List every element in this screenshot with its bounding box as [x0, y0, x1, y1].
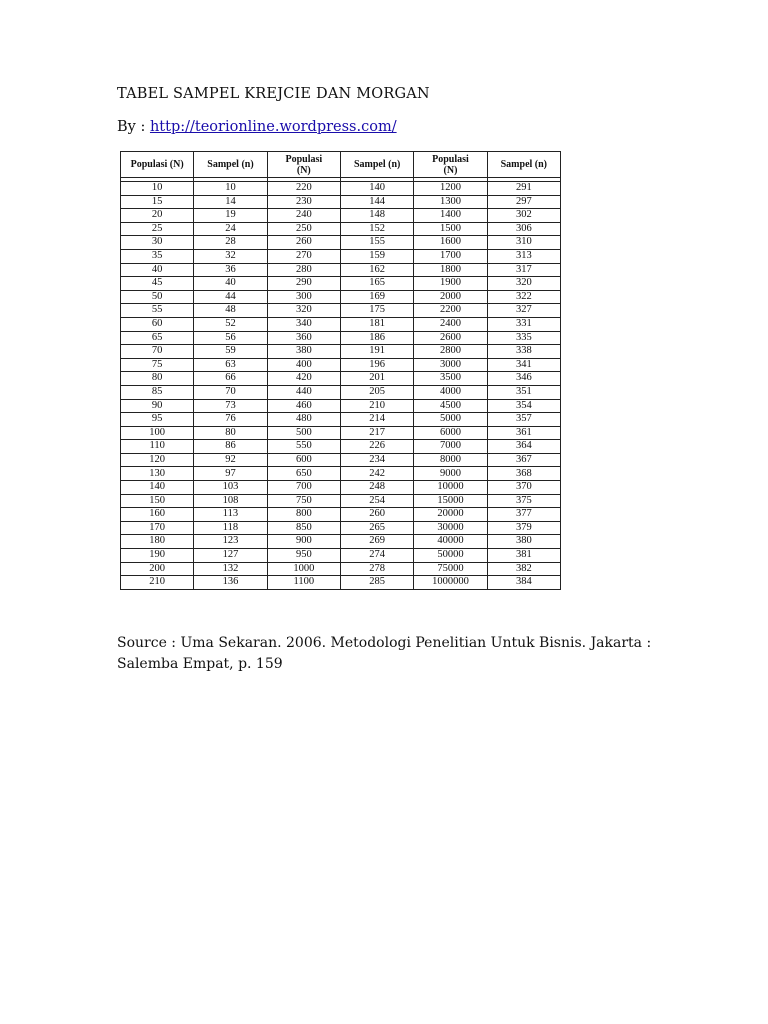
table-cell: 28	[194, 236, 267, 250]
table-cell: 381	[487, 549, 560, 563]
table-cell: 2200	[414, 304, 487, 318]
table-cell: 368	[487, 467, 560, 481]
table-cell: 370	[487, 481, 560, 495]
table-cell: 118	[194, 521, 267, 535]
table-cell: 950	[267, 549, 340, 563]
table-cell: 113	[194, 508, 267, 522]
table-cell: 95	[121, 413, 194, 427]
table-cell: 260	[340, 508, 413, 522]
table-cell: 55	[121, 304, 194, 318]
table-cell: 300	[267, 290, 340, 304]
table-cell: 500	[267, 426, 340, 440]
source-citation: Source : Uma Sekaran. 2006. Metodologi Penelitian Untuk Bisnis. Jakarta : Salemba Empat, p. 159	[117, 635, 652, 672]
table-cell: 97	[194, 467, 267, 481]
table-cell: 180	[121, 535, 194, 549]
table-cell: 210	[121, 576, 194, 590]
table-cell: 50	[121, 290, 194, 304]
table-cell: 226	[340, 440, 413, 454]
table-cell: 140	[340, 182, 413, 196]
table-cell: 7000	[414, 440, 487, 454]
source-link[interactable]: http://teorionline.wordpress.com/	[149, 119, 397, 135]
table-cell: 379	[487, 521, 560, 535]
table-cell: 650	[267, 467, 340, 481]
table-row	[121, 535, 561, 549]
table-cell: 160	[121, 508, 194, 522]
table-cell: 214	[340, 413, 413, 427]
table-cell: 346	[487, 372, 560, 386]
table-cell: 217	[340, 426, 413, 440]
table-cell: 265	[340, 521, 413, 535]
table-row	[121, 358, 561, 372]
table-cell: 248	[340, 481, 413, 495]
table-cell: 73	[194, 399, 267, 413]
table-cell: 32	[194, 249, 267, 263]
table-cell: 278	[340, 562, 413, 576]
table-cell: 306	[487, 222, 560, 236]
table-cell: 338	[487, 345, 560, 359]
table-cell: 700	[267, 481, 340, 495]
table-cell: 10000	[414, 481, 487, 495]
table-cell: 254	[340, 494, 413, 508]
table-cell: 380	[267, 345, 340, 359]
table-cell: 313	[487, 249, 560, 263]
table-cell: 380	[487, 535, 560, 549]
table-cell: 8000	[414, 453, 487, 467]
table-cell: 4500	[414, 399, 487, 413]
table-cell: 1500	[414, 222, 487, 236]
table-row	[121, 372, 561, 386]
header-populasi-3: Populasi (N)	[414, 152, 487, 178]
table-row	[121, 576, 561, 590]
table-cell: 1100	[267, 576, 340, 590]
table-cell: 260	[267, 236, 340, 250]
table-cell: 420	[267, 372, 340, 386]
table-cell: 375	[487, 494, 560, 508]
table-cell: 60	[121, 317, 194, 331]
table-cell: 331	[487, 317, 560, 331]
table-row	[121, 426, 561, 440]
table-cell: 2800	[414, 345, 487, 359]
table-cell: 40	[121, 263, 194, 277]
table-cell: 210	[340, 399, 413, 413]
table-cell: 1000	[267, 562, 340, 576]
table-cell: 5000	[414, 413, 487, 427]
table-cell: 1400	[414, 209, 487, 223]
table-row	[121, 467, 561, 481]
table-cell: 86	[194, 440, 267, 454]
sample-size-table	[120, 151, 561, 590]
table-cell: 550	[267, 440, 340, 454]
table-cell: 165	[340, 277, 413, 291]
table-cell: 70	[194, 385, 267, 399]
table-cell: 327	[487, 304, 560, 318]
page-title: TABEL SAMPEL KREJCIE DAN MORGAN	[117, 86, 430, 102]
table-cell: 1300	[414, 195, 487, 209]
table-cell: 480	[267, 413, 340, 427]
table-cell: 6000	[414, 426, 487, 440]
table-cell: 65	[121, 331, 194, 345]
table-row	[121, 345, 561, 359]
table-cell: 1200	[414, 182, 487, 196]
table-cell: 50000	[414, 549, 487, 563]
table-cell: 44	[194, 290, 267, 304]
table-cell: 220	[267, 182, 340, 196]
table-cell: 108	[194, 494, 267, 508]
table-cell: 269	[340, 535, 413, 549]
table-cell: 162	[340, 263, 413, 277]
table-cell: 274	[340, 549, 413, 563]
table-cell: 367	[487, 453, 560, 467]
table-cell: 20000	[414, 508, 487, 522]
table-cell: 196	[340, 358, 413, 372]
table-cell: 136	[194, 576, 267, 590]
table-row	[121, 481, 561, 495]
table-cell: 1000000	[414, 576, 487, 590]
table-cell: 30	[121, 236, 194, 250]
table-cell: 127	[194, 549, 267, 563]
table-cell: 152	[340, 222, 413, 236]
table-row	[121, 562, 561, 576]
table-cell: 4000	[414, 385, 487, 399]
table-cell: 1900	[414, 277, 487, 291]
table-cell: 30000	[414, 521, 487, 535]
table-cell: 48	[194, 304, 267, 318]
table-cell: 2400	[414, 317, 487, 331]
table-cell: 186	[340, 331, 413, 345]
table-cell: 169	[340, 290, 413, 304]
table-cell: 170	[121, 521, 194, 535]
table-cell: 110	[121, 440, 194, 454]
table-cell: 750	[267, 494, 340, 508]
table-cell: 20	[121, 209, 194, 223]
table-cell: 341	[487, 358, 560, 372]
table-cell: 310	[487, 236, 560, 250]
table-row	[121, 222, 561, 236]
table-cell: 103	[194, 481, 267, 495]
table-cell: 320	[267, 304, 340, 318]
table-cell: 144	[340, 195, 413, 209]
table-row	[121, 209, 561, 223]
table-cell: 340	[267, 317, 340, 331]
table-row	[121, 399, 561, 413]
table-cell: 351	[487, 385, 560, 399]
table-cell: 250	[267, 222, 340, 236]
table-cell: 900	[267, 535, 340, 549]
table-row	[121, 317, 561, 331]
table-cell: 40000	[414, 535, 487, 549]
table-cell: 1600	[414, 236, 487, 250]
table-row	[121, 440, 561, 454]
table-cell: 25	[121, 222, 194, 236]
table-cell: 200	[121, 562, 194, 576]
table-cell: 120	[121, 453, 194, 467]
table-row	[121, 494, 561, 508]
sample-size-table-container	[120, 151, 561, 590]
table-body	[121, 178, 561, 590]
header-sampel-3: Sampel (n)	[487, 152, 560, 178]
table-cell: 354	[487, 399, 560, 413]
table-cell: 15	[121, 195, 194, 209]
table-cell: 85	[121, 385, 194, 399]
table-cell: 400	[267, 358, 340, 372]
table-cell: 24	[194, 222, 267, 236]
header-populasi-2: Populasi (N)	[267, 152, 340, 178]
byline-prefix: By :	[117, 119, 150, 135]
header-sampel-2: Sampel (n)	[340, 152, 413, 178]
table-cell: 280	[267, 263, 340, 277]
table-cell: 148	[340, 209, 413, 223]
table-row	[121, 453, 561, 467]
table-cell: 90	[121, 399, 194, 413]
table-row	[121, 290, 561, 304]
table-cell: 285	[340, 576, 413, 590]
table-cell: 92	[194, 453, 267, 467]
table-cell: 40	[194, 277, 267, 291]
table-cell: 234	[340, 453, 413, 467]
table-cell: 364	[487, 440, 560, 454]
table-row	[121, 277, 561, 291]
table-cell: 800	[267, 508, 340, 522]
table-cell: 1800	[414, 263, 487, 277]
table-cell: 600	[267, 453, 340, 467]
table-cell: 242	[340, 467, 413, 481]
table-row	[121, 508, 561, 522]
table-cell: 240	[267, 209, 340, 223]
table-cell: 76	[194, 413, 267, 427]
table-cell: 140	[121, 481, 194, 495]
table-cell: 317	[487, 263, 560, 277]
table-cell: 10	[121, 182, 194, 196]
table-cell: 2600	[414, 331, 487, 345]
table-row	[121, 304, 561, 318]
table-cell: 290	[267, 277, 340, 291]
table-cell: 45	[121, 277, 194, 291]
header-sampel-1: Sampel (n)	[194, 152, 267, 178]
table-cell: 35	[121, 249, 194, 263]
table-cell: 100	[121, 426, 194, 440]
table-cell: 75	[121, 358, 194, 372]
table-cell: 201	[340, 372, 413, 386]
table-cell: 175	[340, 304, 413, 318]
table-cell: 155	[340, 236, 413, 250]
table-row	[121, 182, 561, 196]
table-row	[121, 521, 561, 535]
table-cell: 320	[487, 277, 560, 291]
table-cell: 3000	[414, 358, 487, 372]
table-cell: 130	[121, 467, 194, 481]
table-cell: 460	[267, 399, 340, 413]
table-cell: 75000	[414, 562, 487, 576]
table-cell: 9000	[414, 467, 487, 481]
table-header-row	[121, 152, 561, 178]
table-cell: 230	[267, 195, 340, 209]
table-cell: 123	[194, 535, 267, 549]
table-cell: 270	[267, 249, 340, 263]
table-cell: 360	[267, 331, 340, 345]
table-cell: 15000	[414, 494, 487, 508]
table-cell: 357	[487, 413, 560, 427]
table-row	[121, 413, 561, 427]
table-cell: 191	[340, 345, 413, 359]
table-row	[121, 195, 561, 209]
table-cell: 850	[267, 521, 340, 535]
table-cell: 10	[194, 182, 267, 196]
table-cell: 59	[194, 345, 267, 359]
table-cell: 377	[487, 508, 560, 522]
table-cell: 132	[194, 562, 267, 576]
table-cell: 205	[340, 385, 413, 399]
table-cell: 440	[267, 385, 340, 399]
table-cell: 1700	[414, 249, 487, 263]
table-cell: 190	[121, 549, 194, 563]
table-cell: 19	[194, 209, 267, 223]
table-cell: 159	[340, 249, 413, 263]
table-cell: 63	[194, 358, 267, 372]
table-cell: 291	[487, 182, 560, 196]
table-cell: 56	[194, 331, 267, 345]
table-row	[121, 263, 561, 277]
header-populasi-1: Populasi (N)	[121, 152, 194, 178]
table-row	[121, 236, 561, 250]
table-cell: 181	[340, 317, 413, 331]
table-cell: 3500	[414, 372, 487, 386]
byline	[117, 119, 397, 135]
table-cell: 66	[194, 372, 267, 386]
table-cell: 302	[487, 209, 560, 223]
table-cell: 2000	[414, 290, 487, 304]
table-cell: 382	[487, 562, 560, 576]
table-cell: 322	[487, 290, 560, 304]
table-cell: 70	[121, 345, 194, 359]
table-cell: 80	[194, 426, 267, 440]
table-cell: 14	[194, 195, 267, 209]
table-cell: 335	[487, 331, 560, 345]
table-cell: 36	[194, 263, 267, 277]
table-row	[121, 549, 561, 563]
table-cell: 52	[194, 317, 267, 331]
table-row	[121, 385, 561, 399]
table-cell: 384	[487, 576, 560, 590]
table-row	[121, 331, 561, 345]
table-cell: 297	[487, 195, 560, 209]
table-row	[121, 249, 561, 263]
table-cell: 150	[121, 494, 194, 508]
table-cell: 80	[121, 372, 194, 386]
table-cell: 361	[487, 426, 560, 440]
